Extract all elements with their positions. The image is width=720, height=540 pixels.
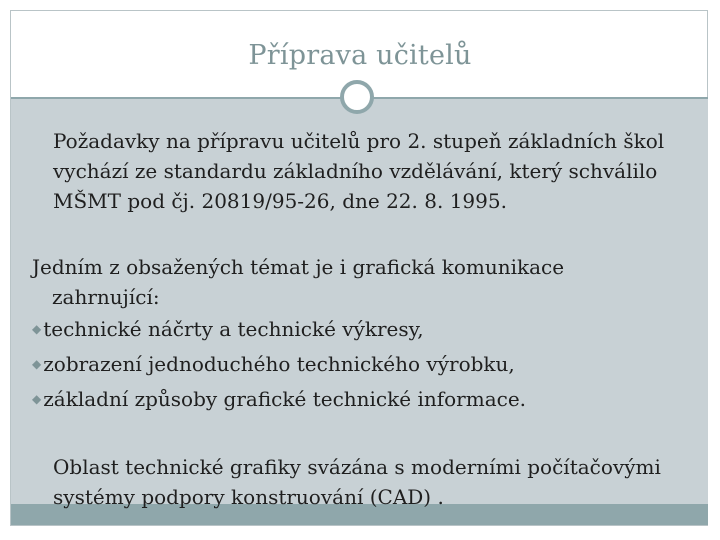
list-item-text: zobrazení jednoduchého technického výrobku,	[43, 352, 515, 376]
list-item	[32, 349, 515, 379]
diamond-bullet-icon: ◆	[32, 357, 42, 371]
paragraph-standard: Požadavky na přípravu učitelů pro 2. stupeň základních škol vychází ze standardu základního vzdělávání, který schválilo MŠMT pod čj. 20819/95-26, dne 22. 8. 1995.	[53, 129, 665, 213]
paragraph-cad: Oblast technické grafiky svázána s moderními počítačovými systémy podpory konstruování (CAD) .	[53, 455, 661, 509]
paragraph-graphic-communication	[32, 252, 692, 312]
slide-title: Příprava učitelů	[248, 40, 472, 71]
paragraph-line-2: zahrnující:	[52, 285, 160, 309]
list-item	[32, 384, 526, 414]
diamond-bullet-icon: ◆	[32, 392, 42, 406]
list-item-text: základní způsoby grafické technické informace.	[43, 387, 527, 411]
list-item	[32, 314, 424, 344]
list-item-text: technické náčrty a technické výkresy,	[43, 317, 424, 341]
circle-ornament-icon	[340, 80, 374, 114]
paragraph-line-1: Jedním z obsažených témat je i grafická komunikace	[32, 255, 565, 279]
diamond-bullet-icon: ◆	[32, 322, 42, 336]
